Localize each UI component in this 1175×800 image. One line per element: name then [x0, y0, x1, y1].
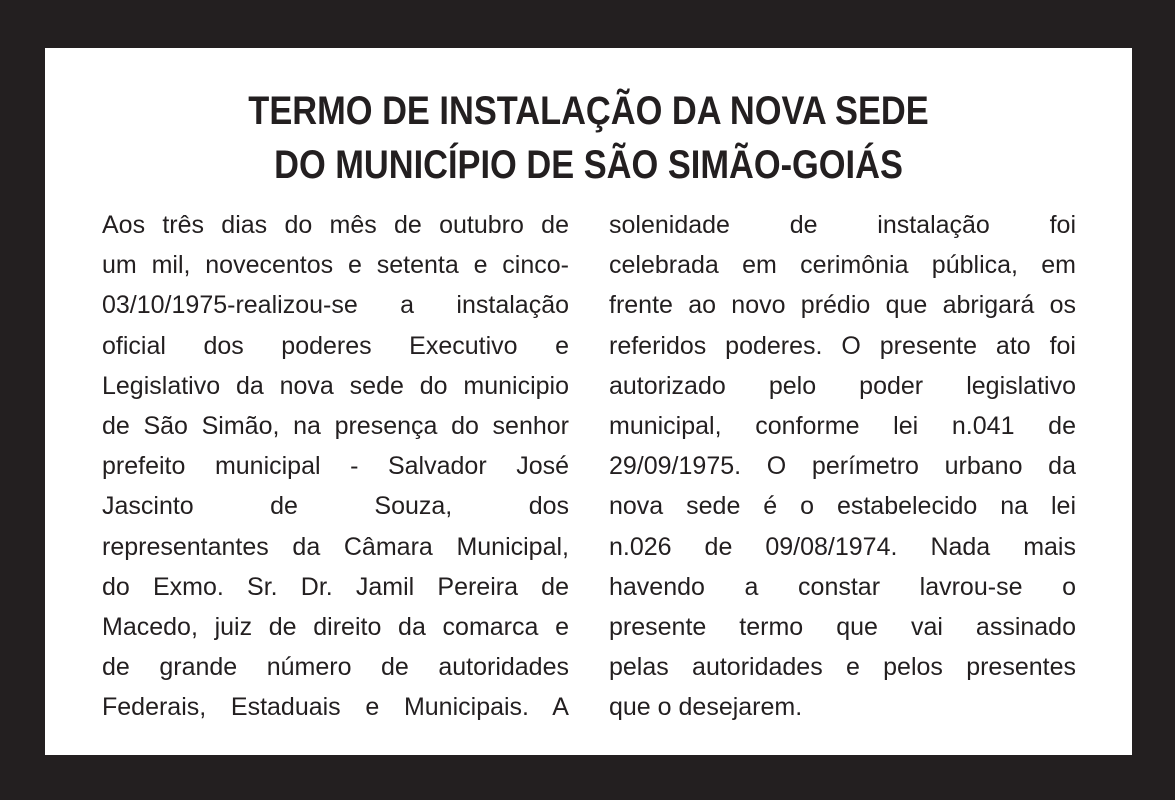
plaque [45, 48, 1132, 755]
text-line: prefeito municipal - Salvador José [102, 452, 569, 481]
text-line: de grande número de autoridades [102, 653, 569, 682]
text-line: Jascinto de Souza, dos [102, 492, 569, 521]
text-line: frente ao novo prédio que abrigará os [609, 291, 1076, 320]
text-line: representantes da Câmara Municipal, [102, 532, 569, 561]
title-line-1: TERMO DE INSTALAÇÃO DA NOVA SEDE [248, 89, 929, 133]
text-line: oficial dos poderes Executivo e [102, 331, 569, 360]
text-column-right [609, 205, 1076, 727]
document-title [121, 84, 1056, 192]
text-line: nova sede é o estabelecido na lei [609, 492, 1076, 521]
text-line: pelas autoridades e pelos presentes [609, 653, 1076, 682]
text-line: 03/10/1975-realizou-se a instalação [102, 291, 569, 320]
text-line: de São Simão, na presença do senhor [102, 411, 569, 440]
text-line: um mil, novecentos e setenta e cinco- [102, 251, 569, 280]
text-line: do Exmo. Sr. Dr. Jamil Pereira de [102, 572, 569, 601]
text-column-left [102, 205, 569, 727]
text-line: celebrada em cerimônia pública, em [609, 251, 1076, 280]
text-line: 29/09/1975. O perímetro urbano da [609, 452, 1076, 481]
title-line-2: DO MUNICÍPIO DE SÃO SIMÃO-GOIÁS [274, 143, 903, 187]
text-line: Macedo, juiz de direito da comarca e [102, 612, 569, 641]
text-line: Federais, Estaduais e Municipais. A [102, 693, 569, 722]
text-line: havendo a constar lavrou-se o [609, 572, 1076, 601]
text-line: solenidade de instalação foi [609, 211, 1076, 239]
text-line-last: que o desejarem. [609, 693, 803, 722]
text-line: presente termo que vai assinado [609, 612, 1076, 641]
text-line: Legislativo da nova sede do municipio [102, 371, 569, 400]
text-line: n.026 de 09/08/1974. Nada mais [609, 532, 1076, 561]
text-line: autorizado pelo poder legislativo [609, 371, 1076, 400]
text-line: municipal, conforme lei n.041 de [609, 411, 1076, 440]
text-line: Aos três dias do mês de outubro de [102, 211, 569, 239]
text-line: referidos poderes. O presente ato foi [609, 331, 1076, 360]
